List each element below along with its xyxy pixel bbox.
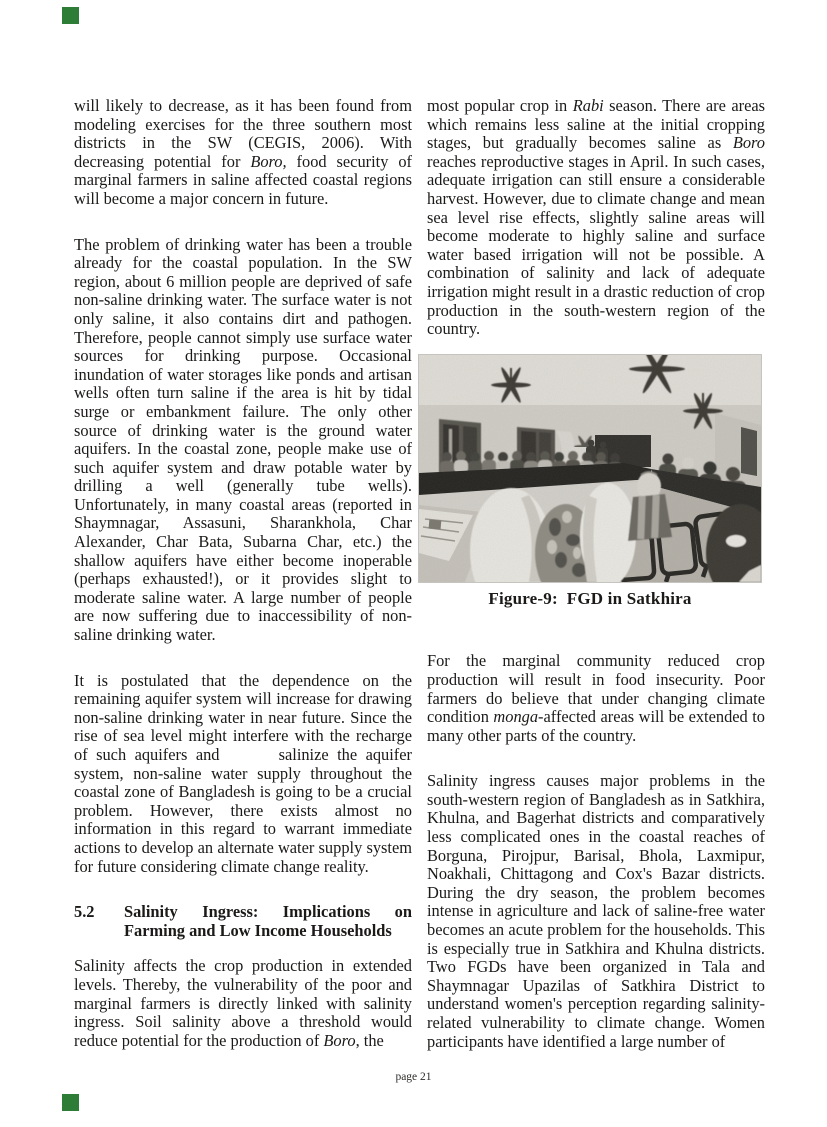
paragraph: Salinity affects the crop production in extended levels. Thereby, the vulnerability of the poor and marginal farmers is directly linked with salinity ingress. Soil salinity above a threshold would reduce potential for the production of Boro, the: [74, 956, 412, 1050]
photo-grain: [419, 355, 761, 582]
section-title: Salinity Ingress: Implications on Farming and Low Income Households: [124, 902, 412, 940]
paragraph: most popular crop in Rabi season. There are areas which remains less saline at the initial cropping stages, but gradually becomes saline as Boro reaches reproductive stages in April. In such cases, adequate irrigation can still ensure a considerable harvest. However, due to climate change and mean sea level rise effects, slightly saline areas will become moderate to highly saline and surface water based irrigation will not be possible. A combination of salinity and lack of adequate irrigation might result in a drastic reduction of crop production in the south-western region of the country.: [427, 96, 765, 339]
paragraph: It is postulated that the dependence on the remaining aquifer system will increase for drawing non-saline drinking water in near future. Since the rise of sea level might interfere with the recharge of such aquifers and salinize the aquifer system, non-saline water supply throughout the coastal zone of Bangladesh is going to be a crucial problem. However, there exists almost no information in this regard to warrant immediate actions to develop an alternate water supply system for future considering climate change reality.: [74, 670, 412, 876]
paragraph: Salinity ingress causes major problems in the south-western region of Bangladesh as in Satkhira, Khulna, and Bagerhat districts and comparatively less complicated ones in the coastal reaches of Borguna, Pirojpur, Barisal, Bhola, Laxmipur, Noakhali, Chittagong and Cox's Bazar districts. During the dry season, the problem becomes intense in agriculture and lack of saline-free water becomes an acute problem for the households. This is especially true in Satkhira and Khulna districts. Two FGDs have been organized in Tala and Shaymnagar Upazilas of Satkhira District to understand women's perception regarding salinity-related vulnerability to climate change. Women participants have identified a large number of: [427, 771, 765, 1051]
paragraph: The problem of drinking water has been a trouble already for the coastal population. In the SW region, about 6 million people are deprived of safe non-saline drinking water. The surface water is not only saline, it also contains dirt and pathogen. Therefore, people cannot simply use surface water sources for drinking purpose. Occasional inundation of water storages like ponds and artisan wells often turn saline if the area is hit by tidal surge or embankment failure. The only other source of drinking water is the ground water aquifers. In the coastal zone, people make use of such aquifer system and draw potable water by drilling a well (generally tube wells). Unfortunately, in many coastal areas (reported in Shaymnagar, Assasuni, Sharankhola, Char Alexander, Char Bata, Subarna Char, etc.) the shallow aquifers have either become inoperable (perhaps exhausted!), or it provides slight to moderate saline water. A large number of people are now suffering due to inaccessibility of non-saline drinking water.: [74, 234, 412, 645]
section-number: 5.2: [74, 902, 95, 922]
corner-mark-top: [62, 7, 79, 24]
paragraph: For the marginal community reduced crop production will result in food insecurity. Poor farmers do believe that under changing climate condition monga-affected areas will be extended to many other parts of the country.: [427, 651, 765, 745]
page-number: page 21: [395, 1071, 432, 1083]
figure: [418, 354, 762, 609]
left-column: [74, 97, 412, 1077]
right-column: [427, 97, 765, 1078]
figure-caption: Figure-9: FGD in Satkhira: [488, 588, 692, 608]
corner-mark-bottom: [62, 1094, 79, 1111]
section-heading: [74, 903, 412, 940]
paragraph: will likely to decrease, as it has been found from modeling exercises for the three southern most districts in the SW (CEGIS, 2006). With decreasing potential for Boro, food security of marginal farmers in saline affected coastal regions will become a major concern in future.: [74, 96, 412, 208]
figure-photo: [418, 354, 762, 583]
